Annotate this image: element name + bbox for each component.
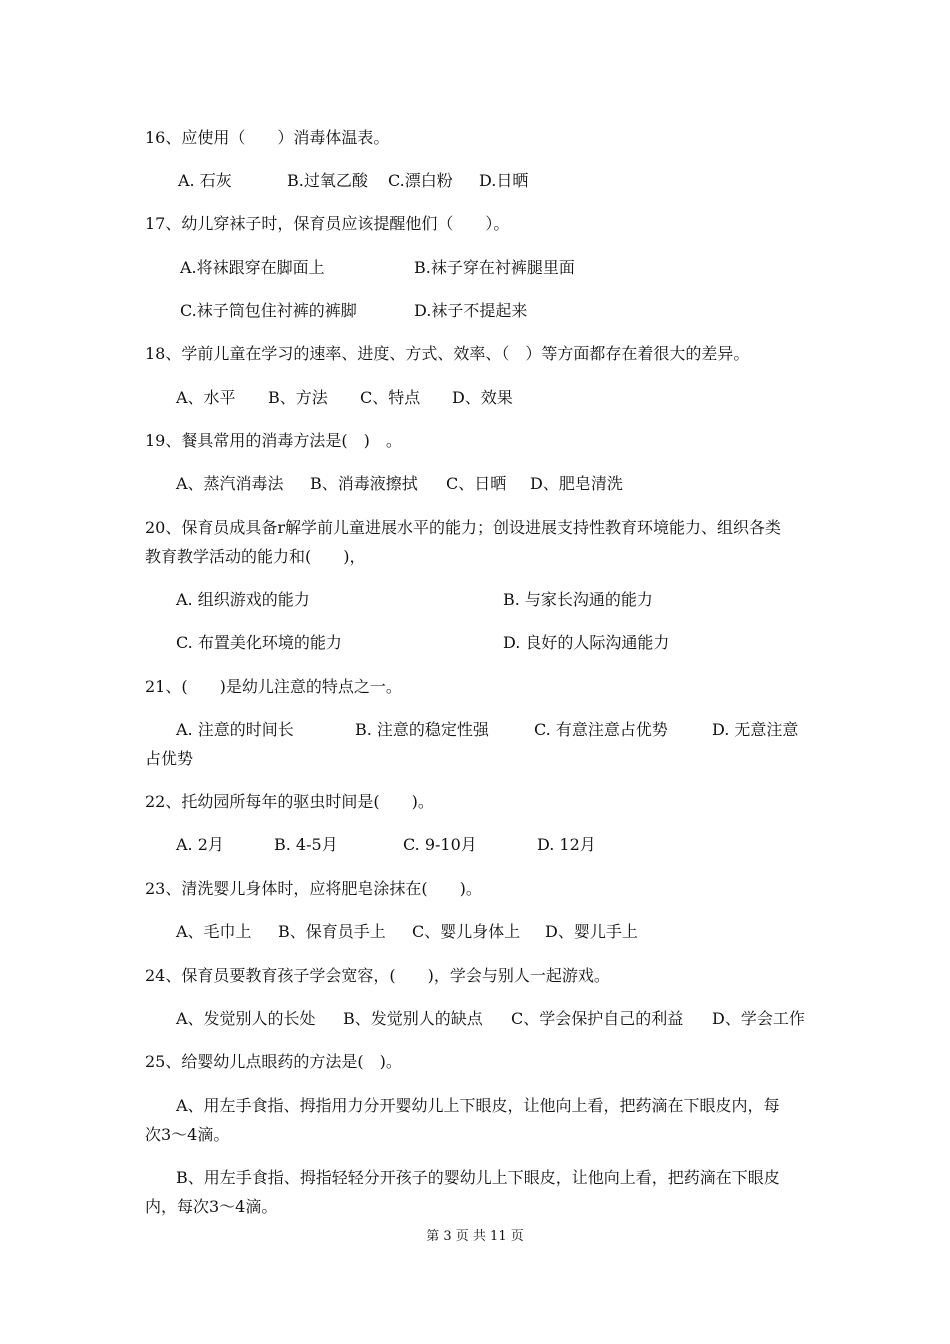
question-23-option-b: B、保育员手上 (278, 922, 386, 941)
question-20-stem-line1: 20、保育员成具备r解学前儿童进展水平的能力；创设进展支持性教育环境能力、组织各类 (145, 518, 782, 537)
question-19-option-a: A、蒸汽消毒法 (176, 474, 284, 493)
question-18-option-b: B、方法 (268, 388, 328, 407)
question-21-option-d: D. 无意注意 (712, 720, 799, 739)
question-24-option-a: A、发觉别人的长处 (176, 1009, 316, 1028)
question-19-option-c: C、日晒 (446, 474, 507, 493)
question-16-option-c: C.漂白粉 (388, 171, 453, 190)
question-25-stem: 25、给婴幼儿点眼药的方法是( )。 (145, 1052, 402, 1071)
question-25-option-b-line2: 内，每次3～4滴。 (145, 1197, 278, 1216)
question-20-stem-line2: 教育教学活动的能力和( )， (145, 547, 366, 566)
question-21-option-b: B. 注意的稳定性强 (355, 720, 489, 739)
question-21-option-c: C. 有意注意占优势 (534, 720, 668, 739)
question-19-option-b: B、消毒液擦拭 (310, 474, 418, 493)
question-23-option-c: C、婴儿身体上 (412, 922, 521, 941)
question-25-option-a-line1: A、用左手食指、拇指用力分开婴幼儿上下眼皮，让他向上看，把药滴在下眼皮内，每 (176, 1096, 780, 1115)
question-18-option-c: C、特点 (360, 388, 421, 407)
question-16-stem: 16、应使用（ ）消毒体温表。 (145, 128, 390, 147)
question-22-option-d: D. 12月 (537, 835, 596, 854)
question-23-option-d: D、婴儿手上 (545, 922, 638, 941)
question-20-option-b: B. 与家长沟通的能力 (503, 590, 653, 609)
question-21-option-d-wrap: 占优势 (145, 749, 194, 768)
question-17-stem: 17、幼儿穿袜子时，保育员应该提醒他们（ ）。 (145, 214, 510, 233)
question-16-option-d: D.日晒 (479, 171, 529, 190)
question-17-option-c: C.袜子筒包住衬裤的裤脚 (180, 301, 357, 320)
question-23-option-a: A、毛巾上 (176, 922, 252, 941)
question-22-option-c: C. 9-10月 (403, 835, 477, 854)
question-24-option-d: D、学会工作 (712, 1009, 805, 1028)
question-24-option-b: B、发觉别人的缺点 (343, 1009, 483, 1028)
page-number-footer: 第 3 页 共 11 页 (426, 1229, 524, 1244)
question-17-option-d: D.袜子不提起来 (414, 301, 528, 320)
question-17-option-b: B.袜子穿在衬裤腿里面 (414, 258, 575, 277)
question-18-option-d: D、效果 (452, 388, 513, 407)
question-20-option-d: D. 良好的人际沟通能力 (503, 633, 670, 652)
question-18-stem: 18、学前儿童在学习的速率、进度、方式、效率、（ ）等方面都存在着很大的差异。 (145, 344, 750, 363)
question-20-option-c: C. 布置美化环境的能力 (176, 633, 342, 652)
question-25-option-a-line2: 次3～4滴。 (145, 1125, 230, 1144)
question-22-option-b: B. 4-5月 (274, 835, 338, 854)
question-16-option-a: A. 石灰 (178, 171, 232, 190)
question-18-option-a: A、水平 (176, 388, 236, 407)
question-23-stem: 23、清洗婴儿身体时，应将肥皂涂抹在( )。 (145, 879, 482, 898)
question-20-option-a: A. 组织游戏的能力 (176, 590, 310, 609)
question-16-option-b: B.过氧乙酸 (287, 171, 368, 190)
question-25-option-b-line1: B、用左手食指、拇指轻轻分开孩子的婴幼儿上下眼皮，让他向上看，把药滴在下眼皮 (176, 1168, 780, 1187)
question-17-option-a: A.将袜跟穿在脚面上 (180, 258, 325, 277)
question-21-option-a: A. 注意的时间长 (176, 720, 294, 739)
question-22-option-a: A. 2月 (176, 835, 224, 854)
question-22-stem: 22、托幼园所每年的驱虫时间是( )。 (145, 792, 434, 811)
question-19-option-d: D、肥皂清洗 (530, 474, 623, 493)
question-21-stem: 21、( )是幼儿注意的特点之一。 (145, 677, 402, 696)
question-24-stem: 24、保育员要教育孩子学会宽容，( )，学会与别人一起游戏。 (145, 966, 610, 985)
question-19-stem: 19、餐具常用的消毒方法是( ) 。 (145, 431, 402, 450)
question-24-option-c: C、学会保护自己的利益 (511, 1009, 684, 1028)
